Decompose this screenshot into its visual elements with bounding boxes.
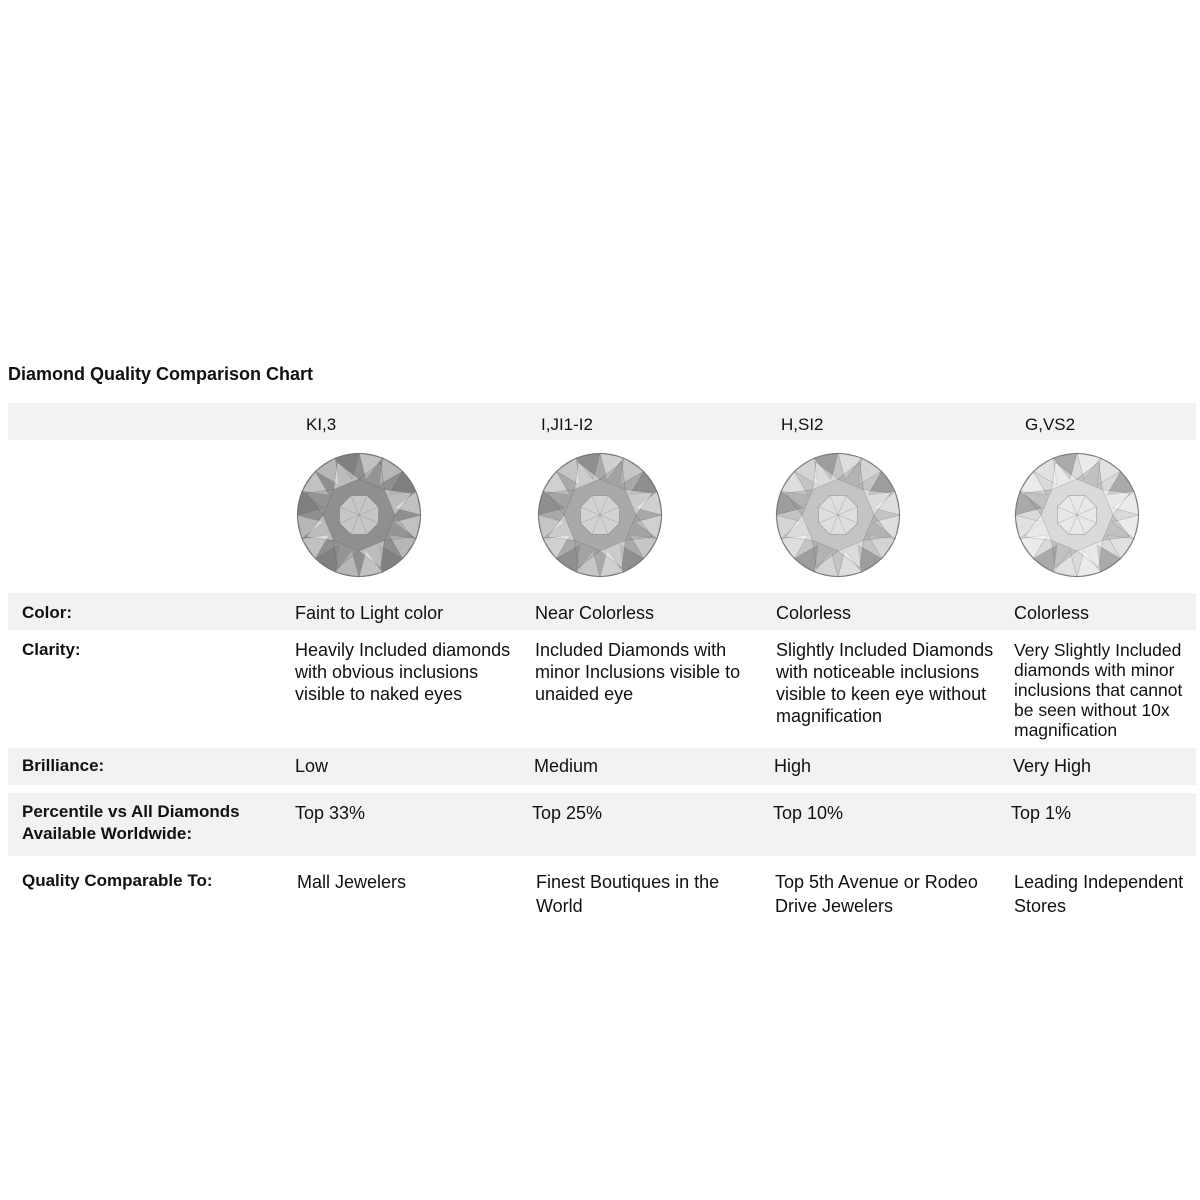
clarity-value: Included Diamonds with minor Inclusions visible to unaided eye xyxy=(535,640,741,704)
row-label-color: Color: xyxy=(22,603,73,622)
clarity-value: Heavily Included diamonds with obvious inclusions visible to naked eyes xyxy=(295,640,511,704)
row-label-clarity: Clarity: xyxy=(22,640,81,659)
percentile-value: Top 33% xyxy=(295,803,366,823)
diamond-image-hsi2 xyxy=(775,452,901,578)
row-label-comparable: Quality Comparable To: xyxy=(22,871,213,890)
percentile-value: Top 10% xyxy=(773,803,844,823)
diamond-image-gvs2 xyxy=(1014,452,1140,578)
diamond-image-ki3 xyxy=(296,452,422,578)
grade-header: H,SI2 xyxy=(781,415,824,434)
grade-header: I,JI1-I2 xyxy=(541,415,593,434)
row-label-brilliance: Brilliance: xyxy=(22,756,105,775)
chart-title: Diamond Quality Comparison Chart xyxy=(8,364,314,384)
brilliance-value: Very High xyxy=(1013,756,1092,776)
comparable-value: Top 5th Avenue or Rodeo Drive Jewelers xyxy=(775,872,978,916)
row-label-percentile: Percentile vs All Diamonds Available Worldwide: xyxy=(22,802,240,843)
comparable-value: Mall Jewelers xyxy=(297,872,407,892)
percentile-value: Top 1% xyxy=(1011,803,1072,823)
color-value: Near Colorless xyxy=(535,603,655,623)
comparable-value: Finest Boutiques in the World xyxy=(536,872,720,916)
color-value: Faint to Light color xyxy=(295,603,444,623)
grade-header: G,VS2 xyxy=(1025,415,1076,434)
percentile-value: Top 25% xyxy=(532,803,603,823)
color-value: Colorless xyxy=(1014,603,1090,623)
clarity-value: Slightly Included Diamonds with noticeable inclusions visible to keen eye without magnification xyxy=(776,640,994,726)
brilliance-value: High xyxy=(774,756,812,776)
brilliance-value: Low xyxy=(295,756,329,776)
comparable-value: Leading Independent Stores xyxy=(1014,872,1184,916)
clarity-value: Very Slightly Included diamonds with minor inclusions that cannot be seen without 10x magnification xyxy=(1014,640,1183,740)
diamond-image-ij xyxy=(537,452,663,578)
brilliance-value: Medium xyxy=(534,756,599,776)
header-band xyxy=(8,403,1196,440)
color-value: Colorless xyxy=(776,603,852,623)
grade-header: KI,3 xyxy=(306,415,337,434)
